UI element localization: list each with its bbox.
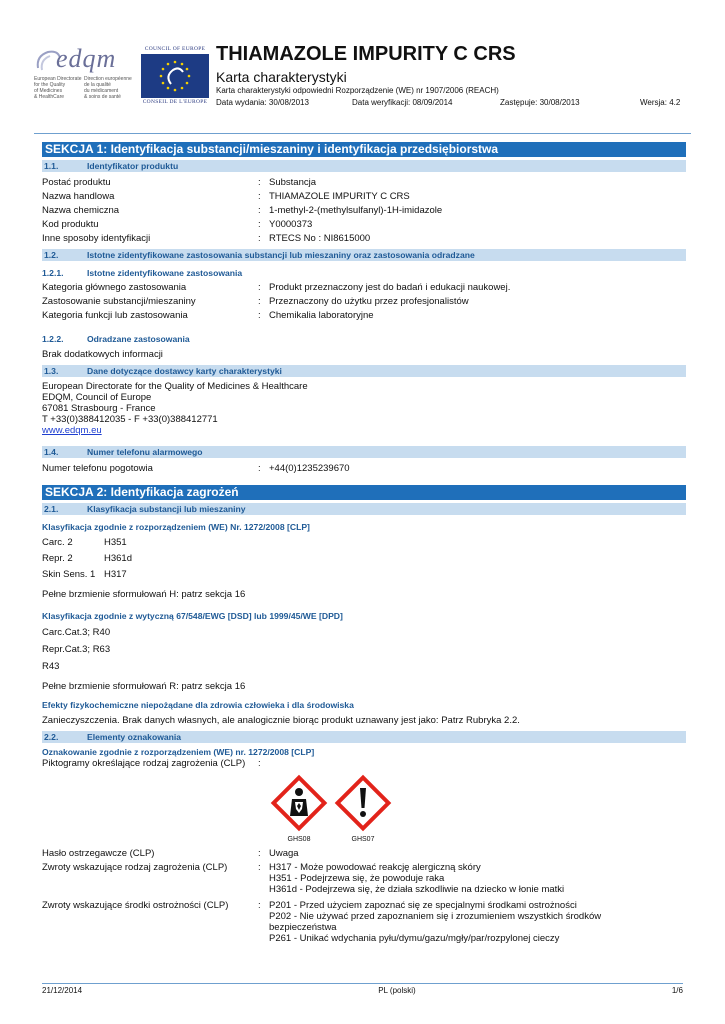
exclamation-mark-icon — [332, 772, 394, 834]
effects-title: Efekty fizykochemiczne niepożądane dla zdrowia człowieka i dla środowiska — [42, 700, 354, 710]
health-hazard-icon — [268, 772, 330, 834]
precautionary-statements-row: Zwroty wskazujące środki ostrożności (CLP) : P201 - Przed użyciem zapoznać się ze specjalnymi środkami ostrożności P202 - Nie używać przed zapoznaniem się i zrozumieniem wszystkich środków bezpieczeństwa P261 - Unikać wdychania pyłu/dymu/gazu/mgły/par/rozpylonej cieczy — [42, 900, 602, 944]
pictogram-ghs08: GHS08 — [268, 772, 330, 843]
subsection-1-1: 1.1. Identyfikator produktu — [42, 160, 686, 172]
section-1-heading: SEKCJA 1: Identyfikacja substancji/mieszaniny i identyfikacja przedsiębiorstwa — [42, 142, 686, 157]
coe-stars-icon — [141, 54, 209, 98]
header-divider — [34, 133, 691, 134]
subsection-1-2-2: 1.2.2. Odradzane zastosowania — [42, 334, 190, 344]
product-row: Inne sposoby identyfikacji : RTECS No : NI8615000 — [42, 233, 371, 244]
label-elements-title: Oznakowanie zgodnie z rozporządzeniem (WE) nr. 1272/2008 [CLP] — [42, 747, 315, 757]
dsd-classification-list: Carc.Cat.3; R40 Repr.Cat.3; R63 R43 — [42, 627, 111, 672]
supersedes-date: Zastępuje: 30/08/2013 — [500, 98, 580, 107]
effects-text: Zanieczyszczenia. Brak danych własnych, ale analogicznie biorąc produkt uznawany jest jako: Patrz Rubryka 2.2. — [42, 715, 520, 726]
clp-note: Pełne brzmienie sformułowań H: patrz sekcja 16 — [42, 589, 246, 600]
emergency-phone-row: Numer telefonu pogotowia : +44(0)1235239670 — [42, 463, 350, 474]
edqm-wordmark: edqm — [56, 44, 117, 73]
page-footer — [42, 983, 683, 995]
document-title: THIAMAZOLE IMPURITY C CRS — [216, 43, 516, 65]
council-of-europe-logo: COUNCIL OF EUROPE CONSEIL DE L'EUROPE — [142, 46, 208, 105]
product-row: Nazwa chemiczna : 1-methyl-2-(methylsulfanyl)-1H-imidazole — [42, 205, 443, 216]
subsection-1-2-1: 1.2.1. Istotne zidentyfikowane zastosowania — [42, 268, 243, 278]
subsection-2-2: 2.2. Elementy oznakowania — [42, 731, 686, 743]
product-row: Kod produktu : Y0000373 — [42, 219, 313, 230]
use-row: Zastosowanie substancji/mieszaniny : Przeznaczony do użytku przez profesjonalistów — [42, 296, 469, 307]
coe-emblem — [141, 54, 209, 98]
dsd-note: Pełne brzmienie sformułowań R: patrz sekcja 16 — [42, 681, 246, 692]
clp-row: Carc. 2 H351 — [42, 537, 127, 548]
subsection-2-1: 2.1. Klasyfikacja substancji lub mieszaniny — [42, 503, 686, 515]
product-row: Postać produktu : Substancja — [42, 177, 317, 188]
review-date: Data weryfikacji: 08/09/2014 — [352, 98, 453, 107]
clp-row: Skin Sens. 1 H317 — [42, 569, 127, 580]
advised-against-text: Brak dodatkowych informacji — [42, 349, 163, 360]
clp-row: Repr. 2 H361d — [42, 553, 132, 564]
document-subtitle: Karta charakterystyki — [216, 69, 347, 85]
pictogram-row: Piktogramy określające rodzaj zagrożenia (CLP) : — [42, 758, 261, 769]
issue-date: Data wydania: 30/08/2013 — [216, 98, 309, 107]
subsection-1-4: 1.4. Numer telefonu alarmowego — [42, 446, 686, 458]
subsection-1-3: 1.3. Dane dotyczące dostawcy karty charakterystyki — [42, 365, 686, 377]
use-row: Kategoria funkcji lub zastosowania : Chemikalia laboratoryjne — [42, 310, 374, 321]
clp-classification-list — [42, 535, 686, 583]
subsection-1-2: 1.2. Istotne zidentyfikowane zastosowania substancji lub mieszaniny oraz zastosowania odradzane — [42, 249, 686, 261]
version: Wersja: 4.2 — [640, 98, 681, 107]
supplier-address: European Directorate for the Quality of Medicines & Healthcare EDQM, Council of Europe 67081 Strasbourg - France T +33(0)388412035 - F +33(0)388412771 www.edqm.eu — [42, 381, 686, 436]
pictogram-list — [268, 772, 686, 843]
product-row: Nazwa handlowa : THIAMAZOLE IMPURITY C CRS — [42, 191, 410, 202]
regulation-line: Karta charakterystyki odpowiedni Rozporządzenie (WE) nr 1907/2006 (REACH) — [216, 86, 499, 95]
section-2-heading: SEKCJA 2: Identyfikacja zagrożeń — [42, 485, 686, 500]
pictogram-ghs07: GHS07 — [332, 772, 394, 843]
signal-word-row: Hasło ostrzegawcze (CLP) : Uwaga — [42, 848, 299, 859]
edqm-subtitle: European Directorate for the Quality of Medicines & HealthCare Direction européenne de la qualité du médicament & soins de santé — [34, 76, 132, 100]
product-identifier-list — [42, 176, 686, 246]
footer-date: 21/12/2014 — [42, 986, 83, 995]
footer-page-number: 1/6 — [671, 986, 683, 995]
footer-language: PL (polski) — [378, 986, 416, 995]
dsd-classification-title: Klasyfikacja zgodnie z wytyczną 67/548/EWG [DSD] lub 1999/45/WE [DPD] — [42, 611, 343, 621]
edqm-logo — [34, 44, 132, 110]
uses-list — [42, 281, 686, 323]
clp-classification-title: Klasyfikacja zgodnie z rozporządzeniem (WE) Nr. 1272/2008 [CLP] — [42, 522, 310, 532]
document-header — [0, 0, 725, 130]
document-body — [42, 142, 686, 944]
hazard-statements-row: Zwroty wskazujące rodzaj zagrożenia (CLP) : H317 - Może powodować reakcję alergiczną skóry H351 - Podejrzewa się, że powoduje raka H361d - Podejrzewa się, że działa szkodliwie na dziecko w łonie matki — [42, 862, 565, 895]
use-row: Kategoria głównego zastosowania : Produkt przeznaczony jest do badań i edukacji naukowej. — [42, 282, 511, 293]
supplier-website-link[interactable]: www.edqm.eu — [42, 425, 102, 436]
